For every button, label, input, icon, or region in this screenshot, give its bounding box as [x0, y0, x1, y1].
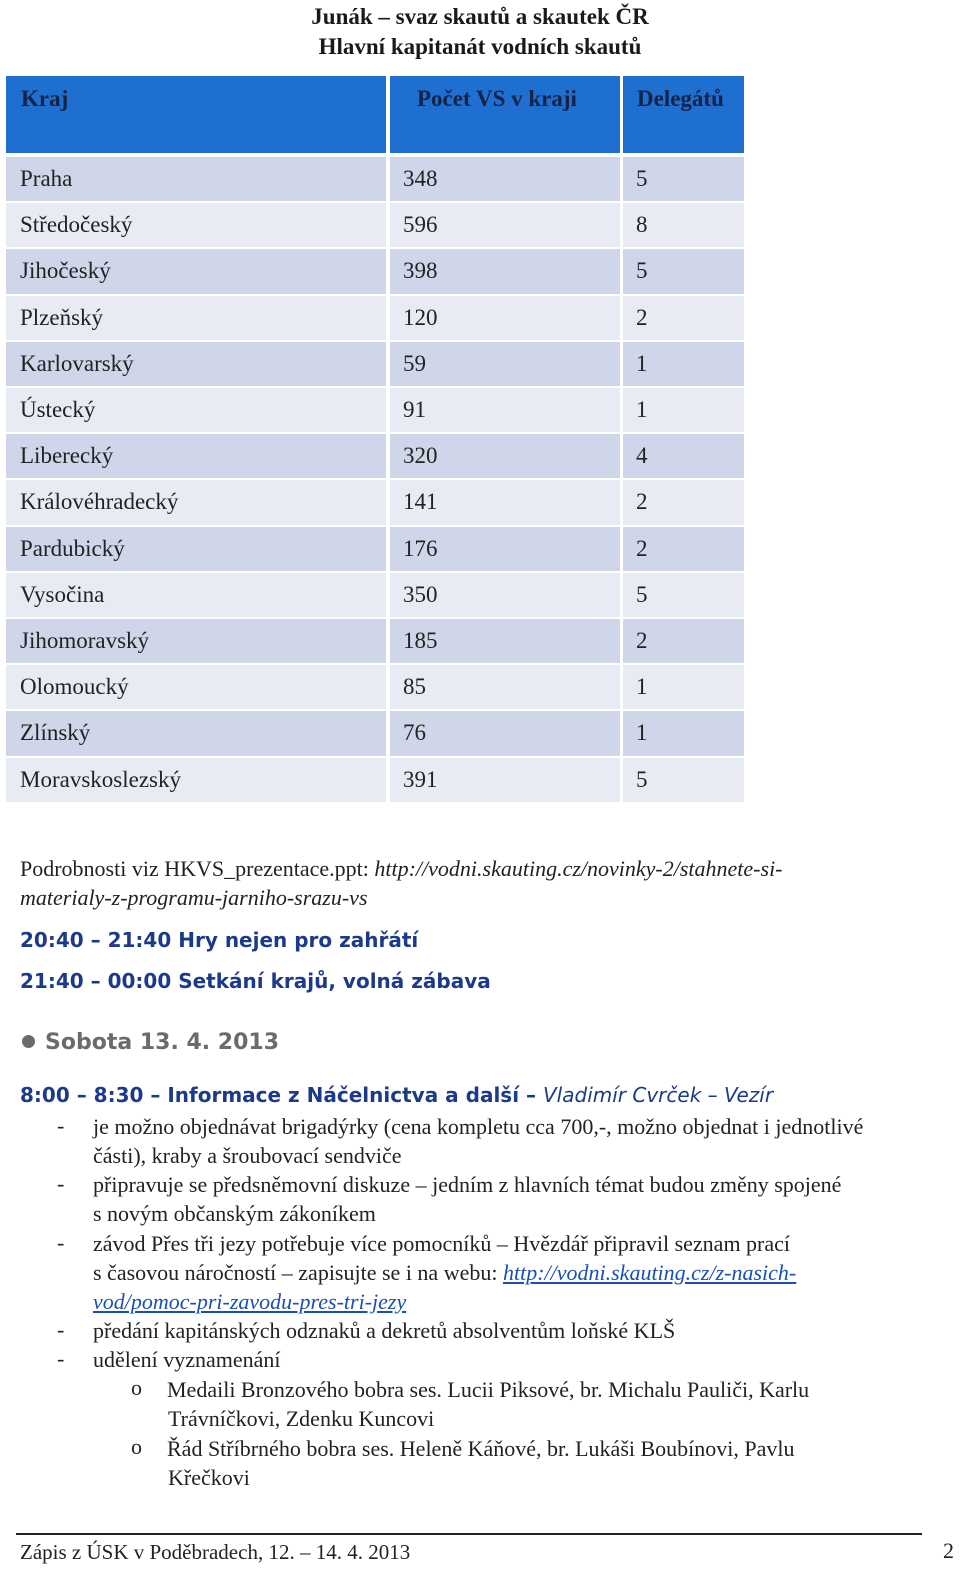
- table-row: [6, 480, 744, 524]
- cell-kraj: Karlovarský: [6, 342, 386, 386]
- cell-delegatu: 1: [623, 711, 744, 755]
- cell-delegatu: 1: [623, 665, 744, 709]
- cell-pocet-vs: 85: [390, 665, 620, 709]
- circle-bullet: o: [131, 1375, 142, 1400]
- table-row: [6, 573, 744, 617]
- bullet-dot-icon: [22, 1035, 35, 1048]
- cell-kraj: Pardubický: [6, 527, 386, 571]
- table-row: [6, 157, 744, 201]
- cell-delegatu: 2: [623, 480, 744, 524]
- dash-bullet: -: [57, 1113, 65, 1138]
- table-row: [6, 758, 744, 802]
- cell-delegatu: 2: [623, 527, 744, 571]
- cell-delegatu: 2: [623, 296, 744, 340]
- cell-delegatu: 1: [623, 388, 744, 432]
- cell-delegatu: 5: [623, 758, 744, 802]
- cell-pocet-vs: 91: [390, 388, 620, 432]
- table-row: [6, 249, 744, 293]
- column-header-kraj: Kraj: [6, 76, 386, 153]
- info-heading: [20, 1083, 773, 1107]
- cell-pocet-vs: 120: [390, 296, 620, 340]
- table-header-row: [6, 76, 744, 153]
- subbullet-2-line-2: Křečkovi: [168, 1465, 250, 1490]
- cell-delegatu: 8: [623, 203, 744, 247]
- bullet-3-text: s časovou náročností – zapisujte se i na webu:: [93, 1260, 503, 1285]
- cell-pocet-vs: 398: [390, 249, 620, 293]
- cell-kraj: Olomoucký: [6, 665, 386, 709]
- details-link-part1: http://vodni.skauting.cz/novinky-2/stahnete-si-: [374, 856, 783, 881]
- cell-kraj: Zlínský: [6, 711, 386, 755]
- bullet-3-line-2: [93, 1258, 796, 1287]
- details-line-1: [20, 856, 783, 882]
- info-person: Vladimír Cvrček – Vezír: [543, 1083, 774, 1107]
- cell-kraj: Ústecký: [6, 388, 386, 432]
- table-row: [6, 527, 744, 571]
- info-title: 8:00 – 8:30 – Informace z Náčelnictva a další: [20, 1083, 520, 1107]
- bullet-4: předání kapitánských odznaků a dekretů absolventům loňské KLŠ: [93, 1318, 676, 1343]
- cell-delegatu: 5: [623, 249, 744, 293]
- day-heading: [22, 1030, 279, 1055]
- details-link-part2: materialy-z-programu-jarniho-srazu-vs: [20, 885, 368, 910]
- bullet-2-line-1: připravuje se předsněmovní diskuze – jedním z hlavních témat budou změny spojené: [93, 1172, 842, 1197]
- cell-delegatu: 1: [623, 342, 744, 386]
- cell-pocet-vs: 320: [390, 434, 620, 478]
- bullet-2-line-2: s novým občanským zákoníkem: [93, 1201, 376, 1226]
- cell-pocet-vs: 141: [390, 480, 620, 524]
- day-label: Sobota 13. 4. 2013: [45, 1030, 280, 1055]
- table-row: [6, 619, 744, 663]
- cell-delegatu: 4: [623, 434, 744, 478]
- cell-kraj: Moravskoslezský: [6, 758, 386, 802]
- table-row: [6, 711, 744, 755]
- table-row: [6, 342, 744, 386]
- circle-bullet: o: [131, 1434, 142, 1459]
- column-header-delegatu: Delegátů: [623, 76, 744, 153]
- info-separator: –: [519, 1083, 543, 1107]
- subbullet-2-line-1: Řád Stříbrného bobra ses. Heleně Káňové, br. Lukáši Boubínovi, Pavlu: [167, 1436, 795, 1461]
- bullet-3-line-1: závod Přes tři jezy potřebuje více pomocníků – Hvězdář připravil seznam prací: [93, 1231, 791, 1256]
- cell-pocet-vs: 176: [390, 527, 620, 571]
- dash-bullet: -: [57, 1230, 65, 1255]
- cell-kraj: Jihočeský: [6, 249, 386, 293]
- cell-pocet-vs: 59: [390, 342, 620, 386]
- document-title: Junák – svaz skautů a skautek ČR: [311, 4, 649, 29]
- dash-bullet: -: [57, 1171, 65, 1196]
- schedule-item-1: 20:40 – 21:40 Hry nejen pro zahřátí: [20, 928, 419, 952]
- schedule-item-2: 21:40 – 00:00 Setkání krajů, volná zábava: [20, 969, 491, 993]
- cell-delegatu: 5: [623, 157, 744, 201]
- table-row: [6, 203, 744, 247]
- subbullet-1-line-1: Medaili Bronzového bobra ses. Lucii Piksové, br. Michalu Pauliči, Karlu: [167, 1377, 810, 1402]
- cell-kraj: Vysočina: [6, 573, 386, 617]
- cell-pocet-vs: 348: [390, 157, 620, 201]
- bullet-3-line-3: [93, 1287, 406, 1316]
- dash-bullet: -: [57, 1317, 65, 1342]
- table-row: [6, 388, 744, 432]
- column-header-pocet: Počet VS v kraji: [390, 76, 620, 153]
- table-row: [6, 296, 744, 340]
- bullet-1-line-2: části), kraby a šroubovací sendviče: [93, 1143, 402, 1168]
- cell-pocet-vs: 76: [390, 711, 620, 755]
- cell-pocet-vs: 596: [390, 203, 620, 247]
- footer-text: Zápis z ÚSK v Poděbradech, 12. – 14. 4. 2013: [20, 1540, 411, 1564]
- document-subtitle: Hlavní kapitanát vodních skautů: [318, 34, 642, 59]
- cell-pocet-vs: 185: [390, 619, 620, 663]
- cell-kraj: Jihomoravský: [6, 619, 386, 663]
- cell-pocet-vs: 391: [390, 758, 620, 802]
- cell-kraj: Praha: [6, 157, 386, 201]
- subbullet-1-line-2: Trávníčkovi, Zdenku Kuncovi: [168, 1406, 435, 1431]
- footer-rule: [16, 1533, 922, 1535]
- cell-delegatu: 2: [623, 619, 744, 663]
- cell-pocet-vs: 350: [390, 573, 620, 617]
- bullet-1-line-1: je možno objednávat brigadýrky (cena kompletu cca 700,-, možno objednat i jednotlivé: [93, 1114, 864, 1139]
- relay-race-link[interactable]: http://vodni.skauting.cz/z-nasich-: [502, 1260, 797, 1285]
- cell-kraj: Královéhradecký: [6, 480, 386, 524]
- details-prefix: Podrobnosti viz HKVS_prezentace.ppt:: [20, 856, 375, 881]
- cell-delegatu: 5: [623, 573, 744, 617]
- bullet-5: udělení vyznamenání: [93, 1347, 281, 1372]
- cell-kraj: Plzeňský: [6, 296, 386, 340]
- cell-kraj: Středočeský: [6, 203, 386, 247]
- table-row: [6, 665, 744, 709]
- relay-race-link-continued[interactable]: vod/pomoc-pri-zavodu-pres-tri-jezy: [93, 1289, 407, 1314]
- page-number: 2: [943, 1538, 954, 1563]
- cell-kraj: Liberecký: [6, 434, 386, 478]
- table-row: [6, 434, 744, 478]
- dash-bullet: -: [57, 1346, 65, 1371]
